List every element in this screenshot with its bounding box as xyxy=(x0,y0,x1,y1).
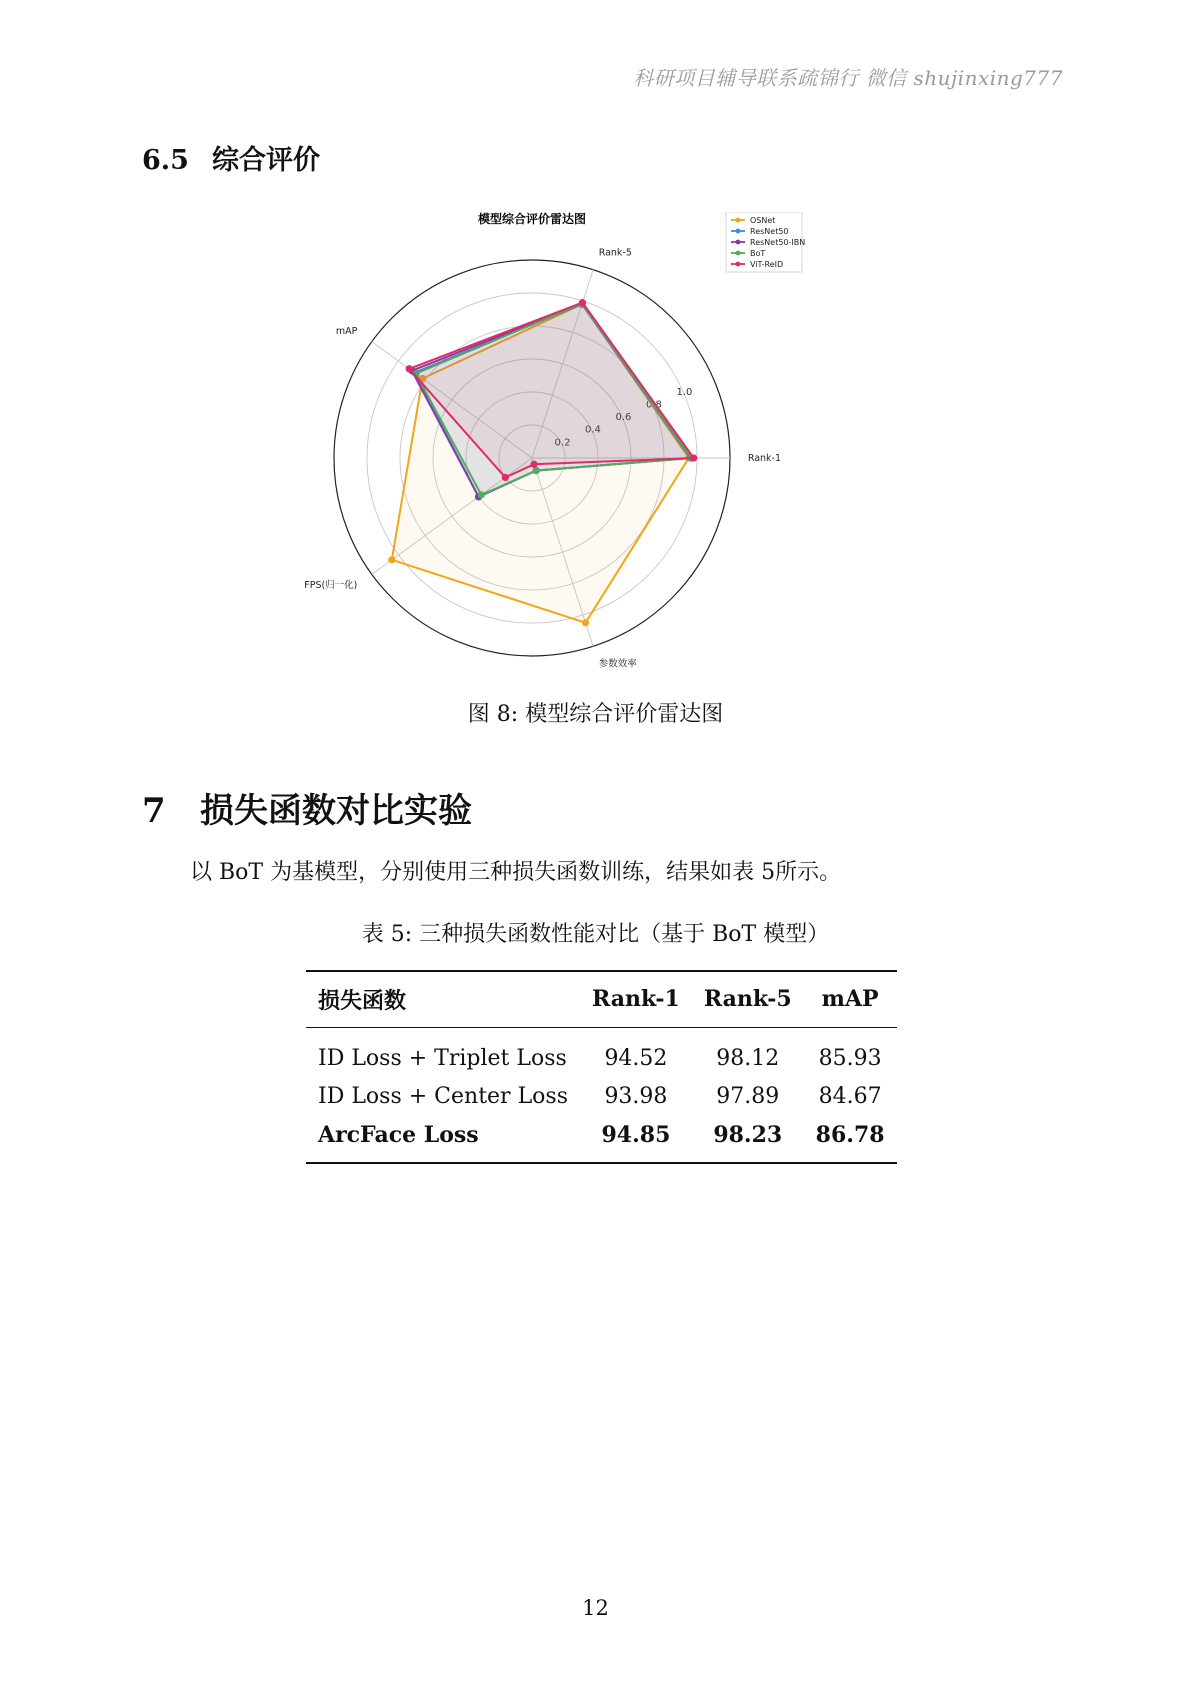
legend-label: ResNet50-IBN xyxy=(750,238,806,247)
table-header-row xyxy=(306,971,897,1027)
figure-caption: 图 8: 模型综合评价雷达图 xyxy=(467,702,724,727)
series-point-vit-reid xyxy=(530,461,537,468)
header-map: mAP xyxy=(821,986,879,1013)
legend-swatch-dot xyxy=(736,262,741,267)
series-point-vit-reid xyxy=(406,365,413,372)
legend-label: BoT xyxy=(750,249,766,258)
radar-axis-label: 参数效率 xyxy=(598,658,637,670)
radar-tick-label: 0.6 xyxy=(615,412,632,424)
radar-axis-label: Rank-5 xyxy=(598,247,632,259)
cell-rank1: 94.52 xyxy=(604,1046,668,1071)
loss-comparison-table xyxy=(306,970,897,1164)
radar-tick-label: 1.0 xyxy=(676,386,693,398)
legend-swatch-dot xyxy=(736,218,741,223)
cell-rank1: 94.85 xyxy=(601,1121,671,1148)
radar-tick-label: 0.2 xyxy=(554,437,571,449)
legend-swatch-dot xyxy=(736,229,741,234)
chapter-title: 损失函数对比实验 xyxy=(200,791,472,831)
header-loss: 损失函数 xyxy=(318,987,407,1014)
chart-title: 模型综合评价雷达图 xyxy=(477,212,587,226)
radar-axis-label: Rank-1 xyxy=(747,453,782,464)
series-point-bot xyxy=(532,467,539,474)
header-rank1: Rank-1 xyxy=(592,986,680,1013)
radar-tick-label: 0.8 xyxy=(645,399,662,411)
section-heading xyxy=(142,138,320,177)
cell-map: 85.93 xyxy=(818,1046,882,1071)
series-point-vit-reid xyxy=(690,454,697,461)
radar-axis-label: mAP xyxy=(335,326,358,338)
legend-swatch-dot xyxy=(736,251,741,256)
cell-rank5: 98.23 xyxy=(713,1121,783,1148)
section-number: 6.5 xyxy=(142,145,189,176)
legend-label: ViT-ReID xyxy=(750,260,784,269)
cell-loss: ID Loss + Center Loss xyxy=(318,1084,569,1109)
cell-rank5: 97.89 xyxy=(716,1084,780,1109)
page-number: 12 xyxy=(582,1596,609,1620)
radar-axis-label: FPS(归一化) xyxy=(304,579,358,591)
body-paragraph: 以 BoT 为基模型，分别使用三种损失函数训练，结果如表 5所示。 xyxy=(190,860,842,885)
legend-label: ResNet50 xyxy=(750,227,789,236)
cell-loss: ArcFace Loss xyxy=(318,1121,479,1148)
section-title: 综合评价 xyxy=(212,145,320,176)
series-point-vit-reid xyxy=(502,474,509,481)
cell-loss: ID Loss + Triplet Loss xyxy=(318,1046,567,1071)
chapter-number: 7 xyxy=(142,791,166,831)
table-row xyxy=(306,1027,897,1078)
header-rank5: Rank-5 xyxy=(703,986,792,1013)
table-row xyxy=(306,1116,897,1163)
radar-chart xyxy=(300,212,900,674)
series-point-osnet xyxy=(582,619,589,626)
chapter-heading xyxy=(142,783,472,832)
series-point-osnet xyxy=(388,556,395,563)
cell-map: 84.67 xyxy=(818,1084,882,1109)
radar-figure xyxy=(300,212,900,674)
cell-rank5: 98.12 xyxy=(716,1046,780,1071)
radar-tick-label: 0.4 xyxy=(585,424,601,436)
table-caption: 表 5: 三种损失函数性能对比（基于 BoT 模型） xyxy=(361,922,830,947)
series-point-bot xyxy=(478,491,485,498)
cell-rank1: 93.98 xyxy=(604,1084,668,1109)
series-point-vit-reid xyxy=(579,299,586,306)
watermark: 科研项目辅导联系疏锦行 微信 shujinxing777 xyxy=(633,66,1063,90)
table-row xyxy=(306,1078,897,1116)
legend-label: OSNet xyxy=(750,216,776,225)
cell-map: 86.78 xyxy=(815,1121,885,1148)
legend-swatch-dot xyxy=(736,240,741,245)
